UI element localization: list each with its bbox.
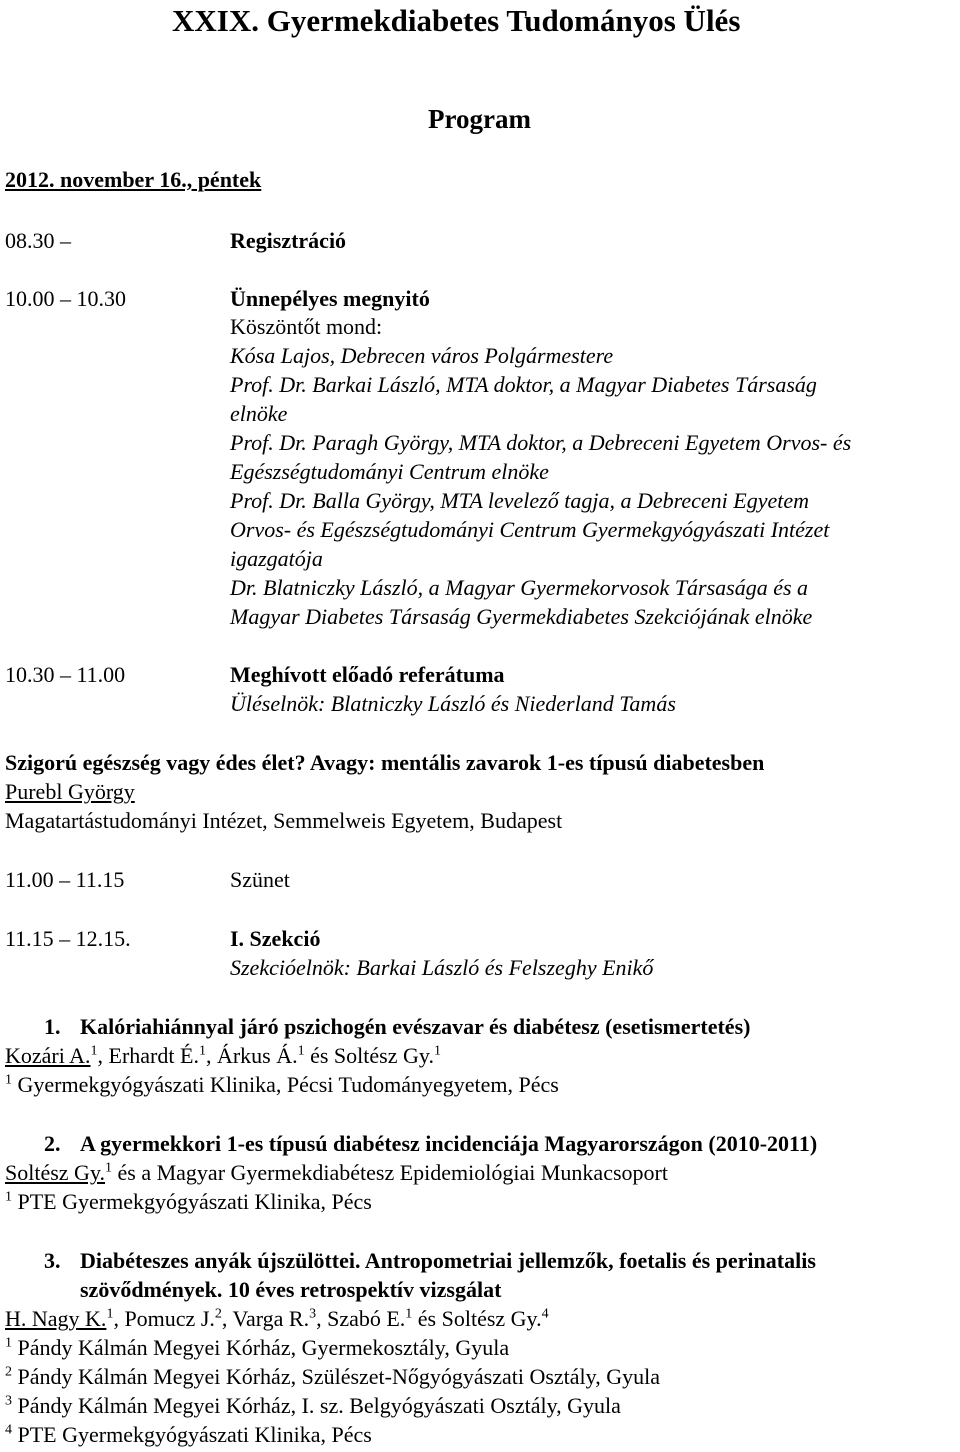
affil-sup: 1	[5, 1072, 12, 1088]
break-label: Szünet	[230, 867, 290, 892]
affil-sup: 4	[5, 1422, 12, 1438]
affil-sup: 1	[433, 1043, 441, 1059]
talk-number: 2.	[44, 1131, 61, 1156]
section-title: I. Szekció	[230, 926, 321, 951]
invited-time: 10.30 – 11.00	[5, 662, 126, 687]
affil-sup: 1	[5, 1335, 12, 1351]
section-time: 11.15 – 12.15.	[5, 926, 131, 951]
affil-sup: 3	[5, 1393, 12, 1409]
opening-title: Ünnepélyes megnyitó	[230, 286, 430, 311]
affil-sup: 1	[90, 1043, 98, 1059]
registration-label: Regisztráció	[230, 228, 347, 253]
page-title: XXIX. Gyermekdiabetes Tudományos Ülés	[172, 3, 741, 38]
opening-line: Magyar Diabetes Társaság Gyermekdiabetes Szekciójának elnöke	[230, 604, 813, 629]
opening-line: igazgatója	[230, 546, 323, 571]
affil-sup: 4	[541, 1306, 549, 1322]
author-text: , Erhardt É.	[97, 1043, 199, 1068]
affil-sup: 1	[297, 1043, 305, 1059]
talk-affiliation	[5, 1337, 509, 1359]
author-text: , Árkus Á.	[205, 1043, 298, 1068]
affil-text: PTE Gyermekgyógyászati Klinika, Pécs	[12, 1422, 372, 1447]
affil-sup: 2	[5, 1364, 12, 1380]
opening-line: Prof. Dr. Paragh György, MTA doktor, a Debreceni Egyetem Orvos- és	[230, 430, 852, 455]
opening-intro: Köszöntőt mond:	[230, 314, 383, 339]
author-text: , Szabó E.	[316, 1306, 406, 1331]
opening-time: 10.00 – 10.30	[5, 286, 126, 311]
talk-affiliation	[5, 1424, 372, 1446]
author-text: , Varga R.	[221, 1306, 310, 1331]
talk-number: 1.	[44, 1014, 61, 1039]
affil-text: Pándy Kálmán Megyei Kórház, I. sz. Belgyógyászati Osztály, Gyula	[12, 1393, 621, 1418]
talk-title-cont: szövődmények. 10 éves retrospektív vizsgálat	[80, 1277, 502, 1302]
registration-time: 08.30 –	[5, 228, 71, 253]
program-heading: Program	[428, 104, 531, 134]
talk-title: A gyermekkori 1-es típusú diabétesz incidenciája Magyarországon (2010-2011)	[80, 1131, 818, 1156]
break-time: 11.00 – 11.15	[5, 867, 125, 892]
first-author: Kozári A.	[5, 1043, 91, 1068]
talk-affiliation	[5, 1366, 660, 1388]
first-author: H. Nagy K.	[5, 1306, 107, 1331]
talk-title: Diabéteszes anyák újszülöttei. Antropometriai jellemzők, foetalis és perinatalis	[80, 1248, 816, 1273]
author-text: és a Magyar Gyermekdiabétesz Epidemiológiai Munkacsoport	[112, 1160, 668, 1185]
invited-title: Meghívott előadó referátuma	[230, 662, 505, 687]
author-text: és Soltész Gy.	[412, 1306, 542, 1331]
invited-talk-title: Szigorú egészség vagy édes élet? Avagy: mentális zavarok 1-es típusú diabetesben	[5, 750, 765, 775]
talk-title: Kalóriahiánnyal járó pszichogén evészavar és diabétesz (esetismertetés)	[80, 1014, 751, 1039]
talk-authors	[5, 1162, 668, 1184]
opening-line: Prof. Dr. Balla György, MTA levelező tagja, a Debreceni Egyetem	[230, 488, 809, 513]
affil-sup: 1	[198, 1043, 206, 1059]
talk-authors	[5, 1308, 549, 1330]
affil-text: Pándy Kálmán Megyei Kórház, Szülészet-Nőgyógyászati Osztály, Gyula	[12, 1364, 661, 1389]
affil-sup: 3	[309, 1306, 317, 1322]
opening-line: Dr. Blatniczky László, a Magyar Gyermekorvosok Társasága és a	[230, 575, 809, 600]
talk-affiliation	[5, 1074, 559, 1096]
affil-text: Gyermekgyógyászati Klinika, Pécsi Tudományegyetem, Pécs	[12, 1072, 559, 1097]
opening-line: Orvos- és Egészségtudományi Centrum Gyermekgyógyászati Intézet	[230, 517, 830, 542]
affil-sup: 2	[214, 1306, 222, 1322]
affil-text: PTE Gyermekgyógyászati Klinika, Pécs	[12, 1189, 372, 1214]
first-author: Soltész Gy.	[5, 1160, 106, 1185]
invited-speaker: Purebl György	[5, 779, 135, 804]
section-chairs: Szekcióelnök: Barkai László és Felszeghy Enikő	[230, 955, 654, 980]
affil-sup: 1	[405, 1306, 413, 1322]
opening-line: Kósa Lajos, Debrecen város Polgármestere	[230, 343, 614, 368]
talk-authors	[5, 1045, 441, 1067]
opening-line: Egészségtudományi Centrum elnöke	[230, 459, 549, 484]
author-text: és Soltész Gy.	[304, 1043, 434, 1068]
affil-sup: 1	[5, 1189, 12, 1205]
invited-affiliation: Magatartástudományi Intézet, Semmelweis Egyetem, Budapest	[5, 808, 563, 833]
affil-sup: 1	[106, 1306, 114, 1322]
invited-chairs: Üléselnök: Blatniczky László és Niederland Tamás	[230, 691, 676, 716]
affil-sup: 1	[105, 1160, 113, 1176]
talk-affiliation	[5, 1191, 372, 1213]
talk-number: 3.	[44, 1248, 61, 1273]
author-text: , Pomucz J.	[113, 1306, 215, 1331]
date-heading: 2012. november 16., péntek	[5, 167, 262, 192]
talk-affiliation	[5, 1395, 621, 1417]
affil-text: Pándy Kálmán Megyei Kórház, Gyermekosztály, Gyula	[12, 1335, 510, 1360]
opening-line: Prof. Dr. Barkai László, MTA doktor, a Magyar Diabetes Társaság	[230, 372, 817, 397]
opening-line: elnöke	[230, 401, 288, 426]
